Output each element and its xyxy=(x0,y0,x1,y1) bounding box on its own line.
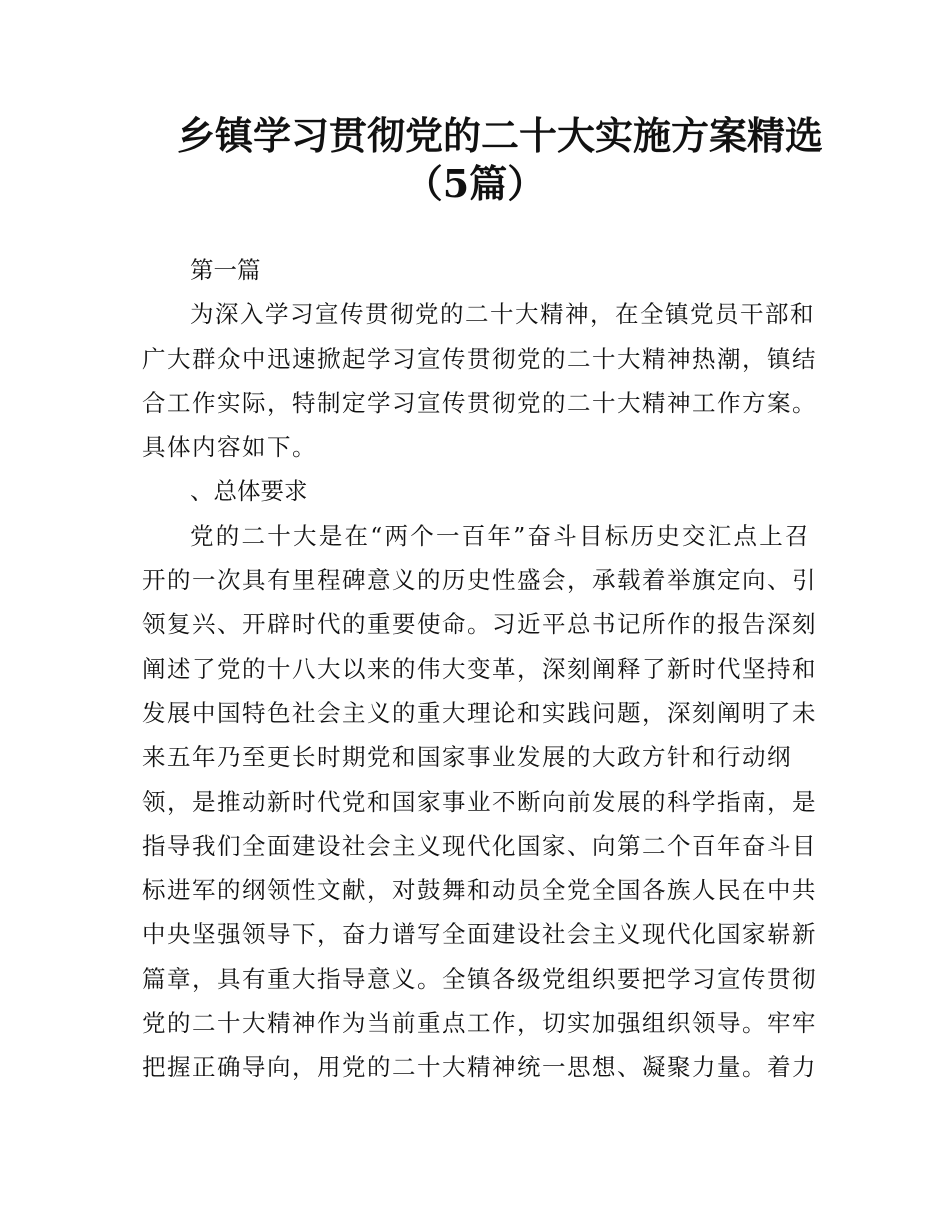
paragraph-2-line: 把握正确导向，用党的二十大精神统一思想、凝聚力量。着力 xyxy=(142,1053,817,1082)
title-line-1: 乡镇学习贯彻党的二十大实施方案精选 xyxy=(176,113,823,158)
paragraph-1 xyxy=(142,292,817,469)
paragraph-2-line: 发展中国特色社会主义的重大理论和实践问题，深刻阐明了未 xyxy=(142,698,817,727)
paragraph-2-line: 领，是推动新时代党和国家事业不断向前发展的科学指南，是 xyxy=(142,787,817,816)
paragraph-2-line: 篇章，具有重大指导意义。全镇各级党组织要把学习宣传贯彻 xyxy=(142,964,817,993)
subheading: 、总体要求 xyxy=(190,477,308,506)
paragraph-1-line: 合工作实际，特制定学习宣传贯彻党的二十大精神工作方案。 xyxy=(142,388,817,417)
paragraph-2-line: 来五年乃至更长时期党和国家事业发展的大政方针和行动纲 xyxy=(142,743,792,772)
paragraph-1-line: 具体内容如下。 xyxy=(142,433,317,462)
paragraph-2-line: 开的一次具有里程碑意义的历史性盛会，承载着举旗定向、引 xyxy=(142,566,817,595)
document-title xyxy=(0,112,950,208)
paragraph-2-line: 党的二十大是在“两个一百年”奋斗目标历史交汇点上召 xyxy=(190,521,810,550)
paragraph-2-line: 标进军的纲领性文献，对鼓舞和动员全党全国各族人民在中共 xyxy=(142,876,817,905)
paragraph-2-line: 党的二十大精神作为当前重点工作，切实加强组织领导。牢牢 xyxy=(142,1009,817,1038)
section-heading: 第一篇 xyxy=(190,256,261,284)
paragraph-2-line: 领复兴、开辟时代的重要使命。习近平总书记所作的报告深刻 xyxy=(142,610,817,639)
paragraph-2-line: 指导我们全面建设社会主义现代化国家、向第二个百年奋斗目 xyxy=(142,831,817,860)
paragraph-2-line: 阐述了党的十八大以来的伟大变革，深刻阐释了新时代坚持和 xyxy=(142,654,817,683)
paragraph-2 xyxy=(142,514,817,1090)
document-body xyxy=(142,248,817,1090)
title-line-2: （5篇） xyxy=(404,161,546,206)
paragraph-1-line: 广大群众中迅速掀起学习宣传贯彻党的二十大精神热潮，镇结 xyxy=(142,344,817,373)
paragraph-2-line: 中央坚强领导下，奋力谱写全面建设社会主义现代化国家崭新 xyxy=(142,920,817,949)
paragraph-1-line: 为深入学习宣传贯彻党的二十大精神，在全镇党员干部和 xyxy=(190,300,815,329)
